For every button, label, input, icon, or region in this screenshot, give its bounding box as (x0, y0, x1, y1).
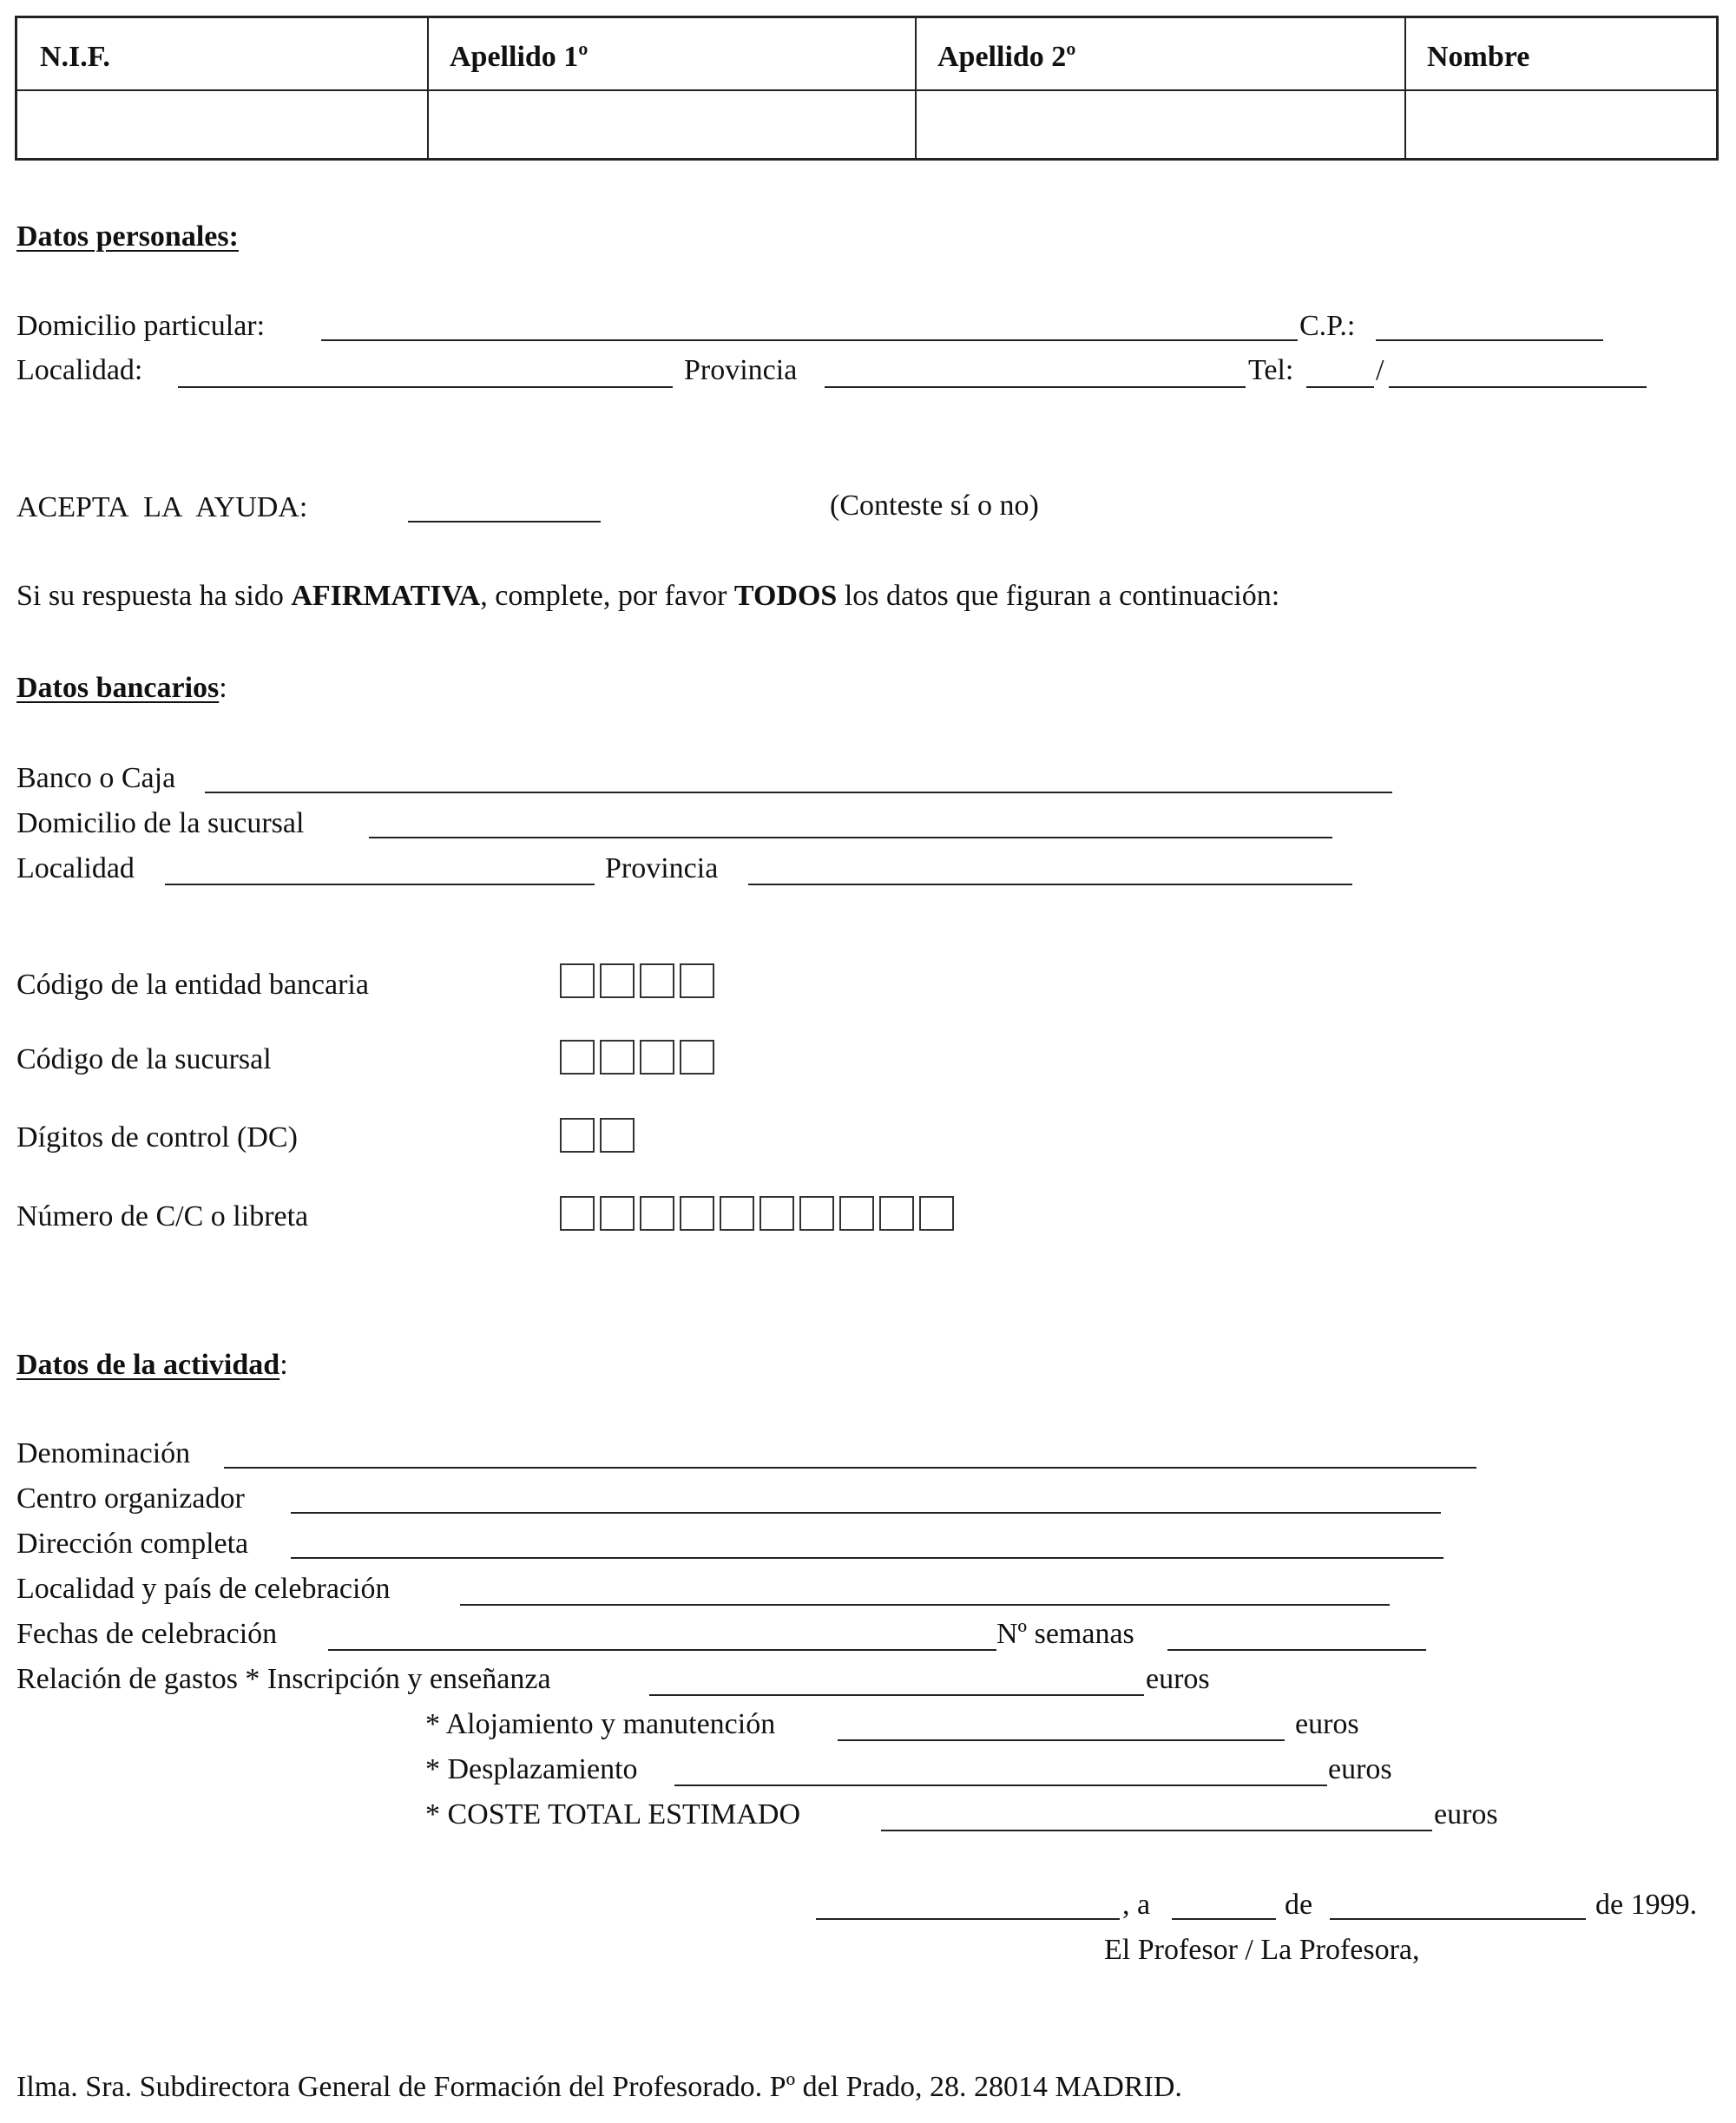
tel-separator: / (1376, 354, 1384, 386)
fechas-field[interactable] (328, 1649, 996, 1651)
coste-label: * COSTE TOTAL ESTIMADO (425, 1798, 801, 1831)
dc-digit-box[interactable] (560, 1118, 595, 1153)
footer-address: Ilma. Sra. Subdirectora General de Formación del Profesorado. Pº del Prado, 28. 28014 MADRID. (16, 2071, 1182, 2103)
cuenta-digit-box[interactable] (799, 1196, 834, 1231)
sucursal-domicilio-label: Domicilio de la sucursal (16, 807, 305, 839)
table-divider (915, 18, 917, 158)
signature-de-text: de (1285, 1889, 1313, 1921)
cuenta-label: Número de C/C o libreta (16, 1200, 309, 1232)
gastos-label: Relación de gastos * Inscripción y enseñanza (16, 1663, 551, 1695)
tel-number-field[interactable] (1389, 386, 1647, 388)
coste-currency: euros (1434, 1798, 1498, 1831)
signature-a-text: , a (1122, 1889, 1151, 1921)
table-divider (1404, 18, 1406, 158)
localidad-pais-field[interactable] (460, 1604, 1390, 1606)
provincia-field[interactable] (825, 386, 1246, 388)
localidad-pais-label: Localidad y país de celebración (16, 1573, 391, 1605)
cp-label: C.P.: (1299, 310, 1356, 342)
acepta-label: ACEPTA LA AYUDA: (16, 491, 308, 523)
bank-localidad-label: Localidad (16, 852, 135, 884)
entidad-digit-box[interactable] (600, 963, 635, 998)
sucursal-code-label: Código de la sucursal (16, 1043, 272, 1075)
centro-field[interactable] (291, 1512, 1441, 1514)
alojamiento-currency: euros (1295, 1708, 1359, 1740)
domicilio-field[interactable] (321, 339, 1298, 341)
desplazamiento-currency: euros (1328, 1753, 1392, 1785)
header-table (15, 16, 1719, 161)
desplazamiento-label: * Desplazamiento (425, 1753, 638, 1785)
tel-label: Tel: (1248, 354, 1294, 386)
sucursal-domicilio-field[interactable] (369, 837, 1332, 838)
signature-year-text: de 1999. (1595, 1889, 1698, 1921)
cuenta-digit-box[interactable] (839, 1196, 874, 1231)
semanas-field[interactable] (1167, 1649, 1426, 1651)
sucursal-digit-box[interactable] (560, 1040, 595, 1075)
tel-prefix-field[interactable] (1306, 386, 1374, 388)
cp-field[interactable] (1376, 339, 1603, 341)
sucursal-digit-box[interactable] (640, 1040, 674, 1075)
denominacion-label: Denominación (16, 1437, 191, 1469)
signature-place-field[interactable] (816, 1918, 1120, 1920)
nombre-header: Nombre (1427, 41, 1530, 73)
desplazamiento-field[interactable] (674, 1785, 1327, 1786)
acepta-hint: (Conteste sí o no) (830, 490, 1039, 522)
apellido1-field[interactable] (434, 114, 903, 148)
cuenta-digit-box[interactable] (640, 1196, 674, 1231)
semanas-label: Nº semanas (996, 1618, 1134, 1650)
bank-heading: Datos bancarios: (16, 672, 227, 704)
apellido2-field[interactable] (922, 114, 1391, 148)
inscripcion-field[interactable] (649, 1694, 1144, 1696)
entidad-digit-box[interactable] (560, 963, 595, 998)
centro-label: Centro organizador (16, 1482, 245, 1515)
signer-label: El Profesor / La Profesora, (1104, 1934, 1420, 1966)
sucursal-digit-box[interactable] (600, 1040, 635, 1075)
alojamiento-field[interactable] (838, 1739, 1285, 1741)
banco-label: Banco o Caja (16, 762, 176, 794)
cuenta-digit-box[interactable] (680, 1196, 714, 1231)
direccion-field[interactable] (291, 1557, 1443, 1559)
nif-header: N.I.F. (40, 41, 110, 73)
inscripcion-currency: euros (1146, 1663, 1210, 1695)
entidad-digit-box[interactable] (680, 963, 714, 998)
cuenta-digit-box[interactable] (879, 1196, 914, 1231)
nif-field[interactable] (35, 114, 417, 148)
fechas-label: Fechas de celebración (16, 1618, 278, 1650)
alojamiento-label: * Alojamiento y manutención (425, 1708, 776, 1740)
apellido1-header: Apellido 1º (450, 41, 589, 73)
instruction-text: Si su respuesta ha sido AFIRMATIVA, complete, por favor TODOS los datos que figuran a continuación: (16, 580, 1280, 612)
bank-provincia-field[interactable] (748, 884, 1352, 885)
nombre-field[interactable] (1411, 114, 1706, 148)
cuenta-digit-box[interactable] (760, 1196, 794, 1231)
cuenta-digit-box[interactable] (720, 1196, 754, 1231)
cuenta-digit-box[interactable] (600, 1196, 635, 1231)
sucursal-digit-box[interactable] (680, 1040, 714, 1075)
dc-digit-box[interactable] (600, 1118, 635, 1153)
localidad-field[interactable] (178, 386, 673, 388)
coste-field[interactable] (881, 1830, 1432, 1831)
entidad-label: Código de la entidad bancaria (16, 969, 369, 1001)
banco-field[interactable] (205, 792, 1392, 793)
bank-localidad-field[interactable] (165, 884, 595, 885)
localidad-label: Localidad: (16, 354, 143, 386)
cuenta-digit-box[interactable] (919, 1196, 954, 1231)
provincia-label: Provincia (684, 354, 798, 386)
table-divider (17, 89, 1716, 91)
cuenta-digit-box[interactable] (560, 1196, 595, 1231)
entidad-digit-box[interactable] (640, 963, 674, 998)
denominacion-field[interactable] (224, 1467, 1476, 1469)
personal-heading: Datos personales: (16, 220, 239, 253)
table-divider (427, 18, 429, 158)
acepta-field[interactable] (408, 521, 601, 523)
apellido2-header: Apellido 2º (937, 41, 1076, 73)
bank-provincia-label: Provincia (605, 852, 719, 884)
signature-month-field[interactable] (1330, 1918, 1586, 1920)
signature-day-field[interactable] (1172, 1918, 1276, 1920)
direccion-label: Dirección completa (16, 1528, 249, 1560)
dc-label: Dígitos de control (DC) (16, 1121, 298, 1154)
domicilio-label: Domicilio particular: (16, 310, 266, 342)
activity-heading: Datos de la actividad: (16, 1349, 288, 1381)
